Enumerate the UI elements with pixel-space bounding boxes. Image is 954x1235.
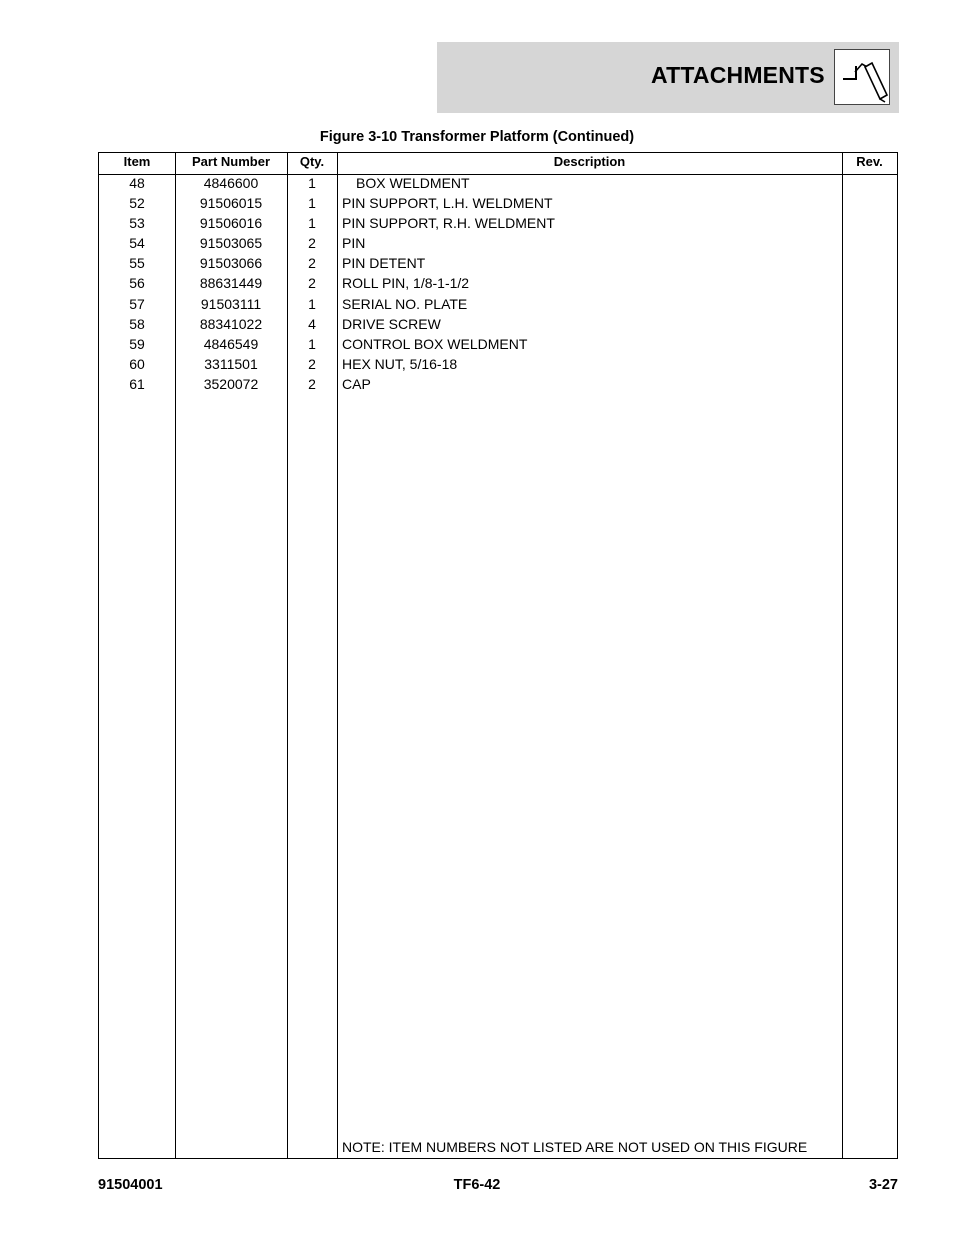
qty-cell: 4 [308,315,316,332]
footer-section-code: TF6-42 [453,1177,501,1193]
part-number-cell: 91503066 [199,255,263,272]
qty-cell: 2 [308,375,316,392]
part-number-cell: 88631449 [199,275,263,292]
qty-cell: 1 [308,215,316,232]
item-cell: 58 [129,315,145,332]
item-cell: 52 [129,195,145,212]
description-cell: SERIAL NO. PLATE [342,295,468,312]
description-cell: PIN SUPPORT, L.H. WELDMENT [342,195,553,212]
part-number-cell: 91503065 [199,235,263,252]
part-number-cell: 91506016 [199,215,263,232]
table-row [99,295,897,315]
item-cell: 48 [129,175,145,191]
item-cell: 57 [129,295,145,312]
item-cell: 54 [129,235,145,252]
qty-cell: 2 [308,275,316,292]
description-cell: CAP [342,375,371,392]
footer-document-number: 91504001 [98,1177,163,1193]
description-cell: BOX WELDMENT [356,175,470,191]
welding-torch-icon [834,49,890,105]
table-row [99,315,897,335]
table-row [99,254,897,274]
qty-cell: 1 [308,175,316,191]
qty-cell: 2 [308,255,316,272]
table-row [99,274,897,294]
part-number-cell: 91503111 [200,295,262,312]
column-header-part-number: Part Number [191,154,271,169]
column-header-rev: Rev. [856,154,883,169]
part-number-cell: 4846549 [203,335,259,352]
figure-title: Figure 3-10 Transformer Platform (Continued) [319,129,635,145]
part-number-cell: 91506015 [199,195,263,212]
description-cell: PIN DETENT [342,255,426,272]
table-row [99,234,897,254]
table-row [99,174,897,194]
item-cell: 59 [129,335,145,352]
item-cell: 60 [129,355,145,372]
description-cell: CONTROL BOX WELDMENT [342,335,528,352]
part-number-cell: 88341022 [199,315,263,332]
table-row [99,194,897,214]
qty-cell: 2 [308,355,316,372]
table-row [99,375,897,395]
qty-cell: 1 [308,335,316,352]
item-cell: 56 [129,275,145,292]
item-cell: 53 [129,215,145,232]
section-header [437,42,899,113]
description-cell: DRIVE SCREW [342,315,441,332]
qty-cell: 1 [308,195,316,212]
footer-page-number: 3-27 [868,1177,898,1193]
qty-cell: 1 [308,295,316,312]
table-note: NOTE: ITEM NUMBERS NOT LISTED ARE NOT USED ON THIS FIGURE [342,1139,808,1155]
item-cell: 61 [129,375,145,392]
parts-table [98,152,898,1159]
table-row [99,355,897,375]
table-body [99,174,897,395]
item-cell: 55 [129,255,145,272]
part-number-cell: 3311501 [204,355,258,372]
description-cell: ROLL PIN, 1/8-1-1/2 [342,275,470,292]
description-cell: HEX NUT, 5/16-18 [342,355,458,372]
column-header-item: Item [123,154,151,169]
description-cell: PIN SUPPORT, R.H. WELDMENT [342,215,555,232]
table-row [99,214,897,234]
part-number-cell: 4846600 [203,175,259,191]
table-row [99,335,897,355]
description-cell: PIN [342,235,366,252]
section-title: ATTACHMENTS [651,62,825,88]
column-header-description: Description [553,154,626,169]
column-header-qty: Qty. [299,154,325,169]
part-number-cell: 3520072 [203,375,259,392]
qty-cell: 2 [308,235,316,252]
